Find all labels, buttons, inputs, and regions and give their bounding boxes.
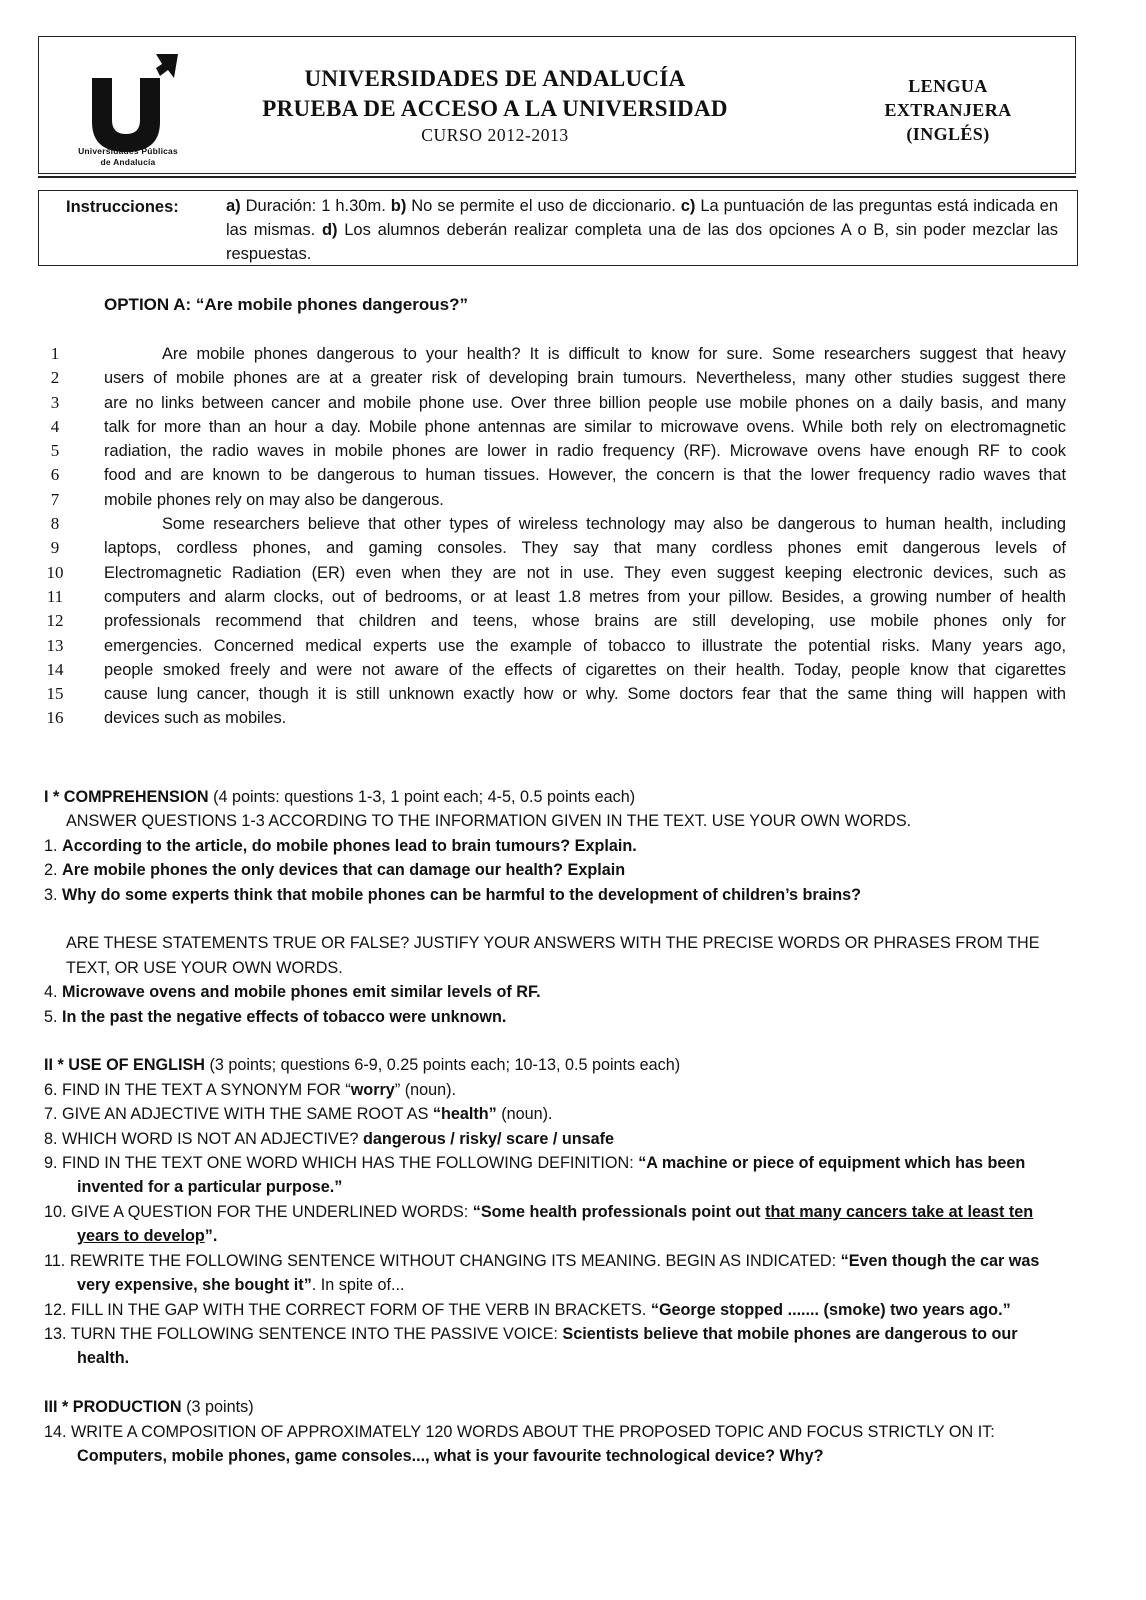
logo-subtitle <box>48 146 208 168</box>
questions <box>44 785 1074 1468</box>
question-8 <box>44 1127 1074 1151</box>
question-keyword: “A machine or piece of equipment which has been invented for a particular purpose.” <box>77 1154 1026 1197</box>
question-text: . In spite of... <box>311 1276 405 1295</box>
question-3 <box>44 883 1074 907</box>
passage-line: talk for more than an hour a day. Mobile phone antennas are similar to microwave ovens. While both rely on electromagnetic <box>104 417 1066 436</box>
question-12 <box>44 1298 1074 1322</box>
line-number: 1 <box>50 344 60 363</box>
question-text: TURN THE FOLLOWING SENTENCE INTO THE PASSIVE VOICE: <box>70 1324 563 1343</box>
line-number: 16 <box>46 708 64 728</box>
question-text: Microwave ovens and mobile phones emit similar levels of RF. <box>62 983 541 1002</box>
passage-line: professionals recommend that children and teens, whose brains are still developing, use mobile phones only for <box>104 612 1066 631</box>
line-number: 14 <box>46 659 64 679</box>
logo-u-shape <box>92 78 160 152</box>
instructions-label: Instrucciones: <box>66 198 179 216</box>
question-text: According to the article, do mobile phones lead to brain tumours? Explain. <box>62 836 637 855</box>
question-number: 6. <box>44 1080 62 1099</box>
logo-subtitle-line1: Universidades Públicas <box>78 146 178 156</box>
course-year: CURSO 2012-2013 <box>421 125 569 145</box>
section-heading: I * COMPREHENSION <box>44 788 209 806</box>
subject-line1: LENGUA <box>908 76 988 96</box>
question-text: WHICH WORD IS NOT AN ADJECTIVE? <box>62 1129 364 1148</box>
question-keyword: “George stopped ....... (smoke) two years ago.” <box>650 1300 1011 1319</box>
question-7 <box>44 1102 1074 1126</box>
line-number: 9 <box>50 538 60 558</box>
question-number: 8. <box>44 1129 62 1148</box>
question-number: 7. <box>44 1105 62 1124</box>
passage-line: food and are known to be dangerous to human tissues. However, the concern is that the lower frequency radio waves that <box>104 466 1066 485</box>
passage-line: computers and alarm clocks, out of bedrooms, or at least 1.8 metres from your pillow. Besides, a growing number of health <box>104 587 1066 606</box>
passage-line: Are mobile phones dangerous to your health? It is difficult to know for sure. Some researchers suggest that heavy <box>162 345 1066 363</box>
question-keyword: worry <box>350 1080 395 1099</box>
line-number: 8 <box>50 514 60 534</box>
question-text: WRITE A COMPOSITION OF APPROXIMATELY 120 WORDS ABOUT THE PROPOSED TOPIC AND FOCUS STRICTLY ON IT: <box>71 1422 995 1441</box>
line-number: 7 <box>50 489 60 509</box>
instr-a-key: a) <box>226 197 241 215</box>
option-title: OPTION A: “Are mobile phones dangerous?” <box>104 295 468 314</box>
passage-line: Electromagnetic Radiation (ER) even when they are not in use. They even suggest keeping electronic devices, such as <box>104 563 1066 582</box>
question-text: In the past the negative effects of tobacco were unknown. <box>62 1007 507 1026</box>
line-number: 3 <box>50 392 60 412</box>
question-text: FIND IN THE TEXT ONE WORD WHICH HAS THE FOLLOWING DEFINITION: <box>62 1154 639 1173</box>
title-line2: PRUEBA DE ACCESO A LA UNIVERSIDAD <box>262 96 728 121</box>
comprehension-instruction: ANSWER QUESTIONS 1-3 ACCORDING TO THE INFORMATION GIVEN IN THE TEXT. USE YOUR OWN WORDS. <box>66 812 912 831</box>
question-6 <box>44 1078 1074 1102</box>
question-number: 3. <box>44 885 62 904</box>
question-number: 13. <box>44 1324 71 1343</box>
question-text: REWRITE THE FOLLOWING SENTENCE WITHOUT CHANGING ITS MEANING. BEGIN AS INDICATED: <box>69 1251 841 1270</box>
question-number: 10. <box>44 1202 72 1221</box>
true-false-instruction: ARE THESE STATEMENTS TRUE OR FALSE? JUSTIFY YOUR ANSWERS WITH THE PRECISE WORDS OR PHRASES FROM THE TEXT, OR USE YOUR OWN WORDS. <box>66 934 1040 977</box>
line-number: 15 <box>46 684 64 704</box>
title-line1: UNIVERSIDADES DE ANDALUCÍA <box>304 66 686 91</box>
question-text: Why do some experts think that mobile phones can be harmful to the development of children’s brains? <box>62 885 861 904</box>
passage-line: users of mobile phones are at a greater risk of developing brain tumours. Nevertheless, many other studies suggest there <box>104 369 1066 388</box>
line-number: 6 <box>50 465 60 485</box>
question-number: 12. <box>44 1300 72 1319</box>
exam-title <box>230 64 760 124</box>
question-number: 14. <box>44 1422 72 1441</box>
question-keyword: “Even though the car was very expensive, she bought it” <box>77 1251 1040 1295</box>
instr-d-text: Los alumnos deberán realizar completa una de las dos opciones A o B, sin poder mezclar las respuestas. <box>226 221 1058 263</box>
question-9 <box>44 1151 1074 1200</box>
section-comprehension-heading <box>44 785 1074 809</box>
passage-line: Some researchers believe that other types of wireless technology may also be dangerous to human health, including <box>162 515 1066 534</box>
section-production-heading <box>44 1395 1074 1419</box>
instr-d-key: d) <box>321 221 338 239</box>
question-keyword: “health” <box>432 1105 497 1124</box>
passage-line: laptops, cordless phones, and gaming consoles. They say that many cordless phones emit dangerous levels of <box>104 539 1066 558</box>
logo-arrow <box>156 54 178 78</box>
instr-b-key: b) <box>390 197 407 215</box>
passage-line: are no links between cancer and mobile phone use. Over three billion people use mobile phones on a daily basis, and many <box>104 393 1066 412</box>
line-number: 12 <box>46 611 64 631</box>
question-keyword: Scientists believe that mobile phones are dangerous to our health. <box>77 1324 1018 1368</box>
question-1 <box>44 834 1074 858</box>
question-number: 11. <box>44 1251 70 1270</box>
question-number: 9. <box>44 1154 62 1173</box>
question-11 <box>44 1249 1074 1298</box>
passage-line: devices such as mobiles. <box>104 709 287 728</box>
question-10 <box>44 1200 1074 1249</box>
question-text: (noun). <box>496 1105 553 1124</box>
passage-line: emergencies. Concerned medical experts use the example of tobacco to illustrate the potential risks. Many years ago, <box>104 636 1066 655</box>
subject-line3: (INGLÉS) <box>906 124 990 144</box>
question-2 <box>44 858 1074 882</box>
question-keyword: “Some health professionals point out <box>472 1202 766 1221</box>
question-keyword: ”. <box>204 1227 218 1246</box>
section-heading: II * USE OF ENGLISH <box>44 1056 205 1075</box>
line-number: 10 <box>46 562 64 582</box>
question-14 <box>44 1420 1074 1444</box>
question-text: FIND IN THE TEXT A SYNONYM FOR “ <box>62 1080 351 1099</box>
question-text: Are mobile phones the only devices that can damage our health? Explain <box>62 861 626 880</box>
section-points: (4 points: questions 1-3, 1 point each; 4-5, 0.5 points each) <box>208 788 636 806</box>
line-number: 4 <box>50 416 60 436</box>
subject-line2: EXTRANJERA <box>884 100 1012 120</box>
passage-line: mobile phones rely on may also be dangerous. <box>104 490 444 509</box>
passage-line: radiation, the radio waves in mobile phones are lower in radio frequency (RF). Microwave ovens have enough RF to cook <box>104 442 1066 461</box>
question-text: GIVE A QUESTION FOR THE UNDERLINED WORDS: <box>71 1202 473 1221</box>
line-number: 13 <box>46 635 64 655</box>
line-number: 2 <box>50 368 60 388</box>
instructions-text <box>226 194 1058 266</box>
passage-line: cause lung cancer, though it is still unknown exactly how or why. Some doctors fear that the same thing will happen with <box>104 685 1066 704</box>
question-number: 1. <box>44 836 62 855</box>
question-number: 4. <box>44 983 62 1002</box>
underlined-words: that many cancers take at least ten years to develop <box>77 1202 1034 1246</box>
passage-line: people smoked freely and were not aware of the effects of cigarettes on their health. Today, people know that cigarettes <box>104 660 1066 679</box>
question-keyword: dangerous / risky/ scare / unsafe <box>363 1129 615 1148</box>
reading-passage <box>104 342 1066 731</box>
question-number: 2. <box>44 861 62 880</box>
subject-box <box>848 74 1048 146</box>
question-5 <box>44 1005 1074 1029</box>
instr-c-text: La puntuación de las preguntas está indicada en las mismas. <box>226 197 1058 239</box>
line-number: 11 <box>46 586 64 606</box>
instr-c-key: c) <box>680 197 696 215</box>
instr-b-text: No se permite el uso de diccionario. <box>406 197 681 215</box>
logo-subtitle-line2: de Andalucía <box>100 157 156 167</box>
composition-topic: Computers, mobile phones, game consoles..., what is your favourite technological device? Why? <box>77 1446 824 1465</box>
question-text: GIVE AN ADJECTIVE WITH THE SAME ROOT AS <box>62 1105 433 1124</box>
section-heading: III * PRODUCTION <box>44 1398 182 1417</box>
line-number: 5 <box>50 441 60 461</box>
question-13 <box>44 1322 1074 1371</box>
section-points: (3 points; questions 6-9, 0.25 points each; 10-13, 0.5 points each) <box>205 1056 681 1075</box>
question-text: ” (noun). <box>394 1080 456 1099</box>
instr-a-text: Duración: 1 h.30m. <box>240 197 391 215</box>
question-number: 5. <box>44 1007 62 1026</box>
section-points: (3 points) <box>181 1398 254 1417</box>
section-use-of-english-heading <box>44 1053 1074 1077</box>
line-numbers <box>40 342 70 731</box>
question-4 <box>44 980 1074 1004</box>
question-text: FILL IN THE GAP WITH THE CORRECT FORM OF THE VERB IN BRACKETS. <box>71 1300 651 1319</box>
